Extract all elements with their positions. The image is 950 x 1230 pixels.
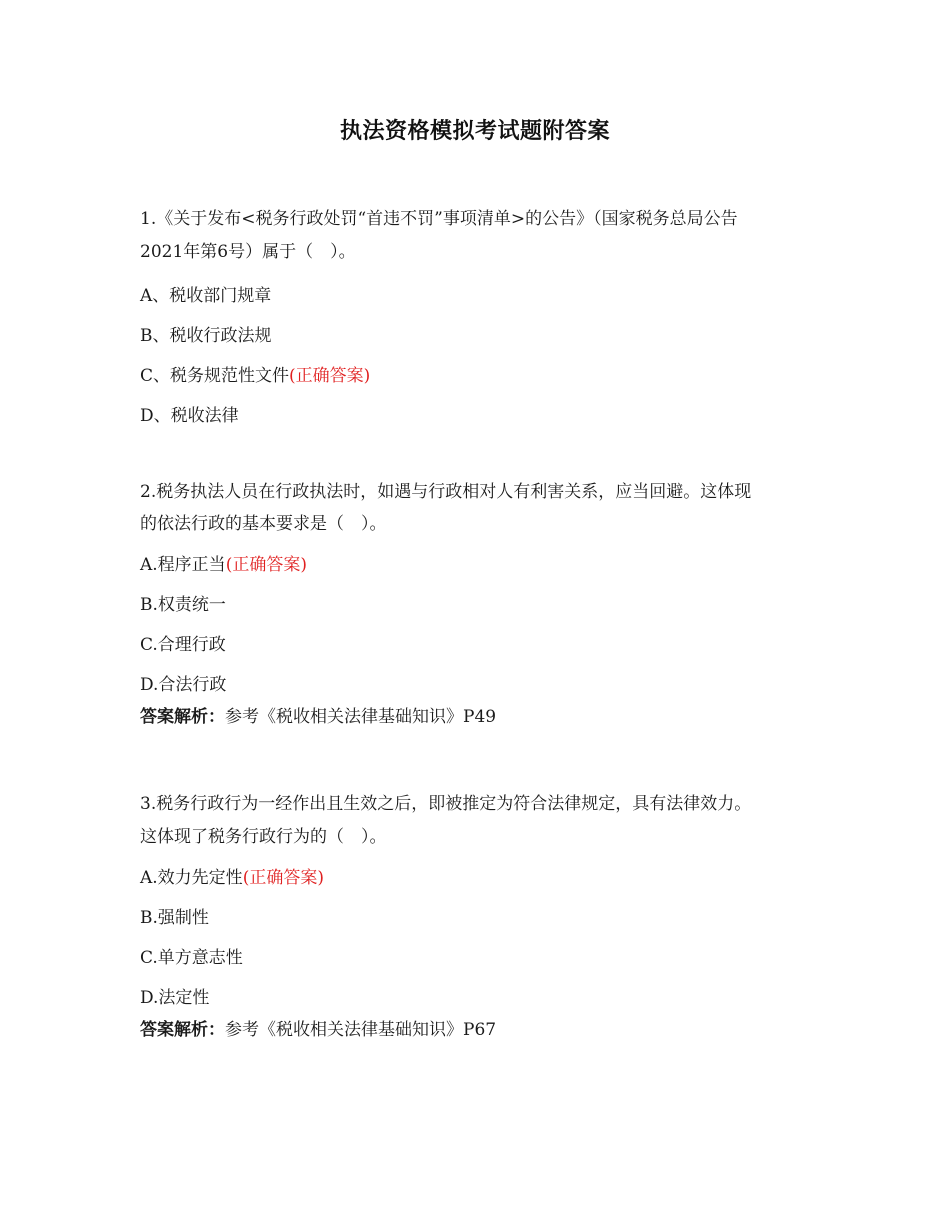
question-3-option-a — [140, 866, 324, 890]
question-3-option-d — [140, 986, 209, 1010]
option-text: A.程序正当 — [140, 555, 226, 575]
question-3-stem-line2: 这体现了税务行政行为的（ ）。 — [140, 827, 387, 847]
question-2-option-b — [140, 593, 226, 617]
option-text: D.合法行政 — [140, 675, 227, 695]
option-text: B.强制性 — [140, 908, 209, 928]
option-text: D.法定性 — [140, 988, 210, 1008]
question-3-analysis — [140, 1018, 496, 1042]
question-2-stem-line1: 2.税务执法人员在行政执法时，如遇与行政相对人有利害关系，应当回避。这体现 — [140, 482, 752, 502]
question-3-stem-line1: 3.税务行政行为一经作出且生效之后，即被推定为符合法律规定，具有法律效力。 — [140, 794, 752, 814]
question-3-option-c — [140, 946, 243, 970]
option-text: C.合理行政 — [140, 635, 226, 655]
analysis-text: 参考《税收相关法律基础知识》P49 — [225, 707, 497, 727]
option-text: A、税收部门规章 — [140, 286, 272, 306]
question-1-stem-line1: 1.《关于发布<税务行政处罚“首违不罚”事项清单>的公告》（国家税务总局公告 — [140, 209, 738, 229]
analysis-label: 答案解析： — [140, 707, 225, 727]
correct-answer-mark: (正确答案) — [225, 555, 307, 575]
question-2-option-c — [140, 633, 226, 657]
correct-answer-mark: (正确答案) — [242, 868, 324, 888]
question-1-option-c — [140, 364, 370, 388]
question-2-analysis — [140, 705, 496, 729]
question-2-option-a — [140, 553, 307, 577]
option-text: B.权责统一 — [140, 595, 226, 615]
option-text: D、税收法律 — [140, 406, 239, 426]
option-text: C、税务规范性文件 — [140, 366, 290, 386]
question-1-option-d — [140, 404, 239, 428]
question-3-option-b — [140, 906, 209, 930]
analysis-text: 参考《税收相关法律基础知识》P67 — [225, 1020, 497, 1040]
question-2-option-d — [140, 673, 226, 697]
correct-answer-mark: (正确答案) — [289, 366, 371, 386]
question-1-stem-line2: 2021年第6号）属于（ ）。 — [140, 242, 356, 262]
option-text: C.单方意志性 — [140, 948, 243, 968]
question-2-stem-line2: 的依法行政的基本要求是（ ）。 — [140, 514, 387, 534]
option-text: B、税收行政法规 — [140, 326, 272, 346]
question-1-option-b — [140, 324, 272, 348]
page-title: 执法资格模拟考试题附答案 — [339, 118, 610, 144]
analysis-label: 答案解析： — [140, 1020, 225, 1040]
option-text: A.效力先定性 — [140, 868, 243, 888]
question-1-option-a — [140, 284, 271, 308]
